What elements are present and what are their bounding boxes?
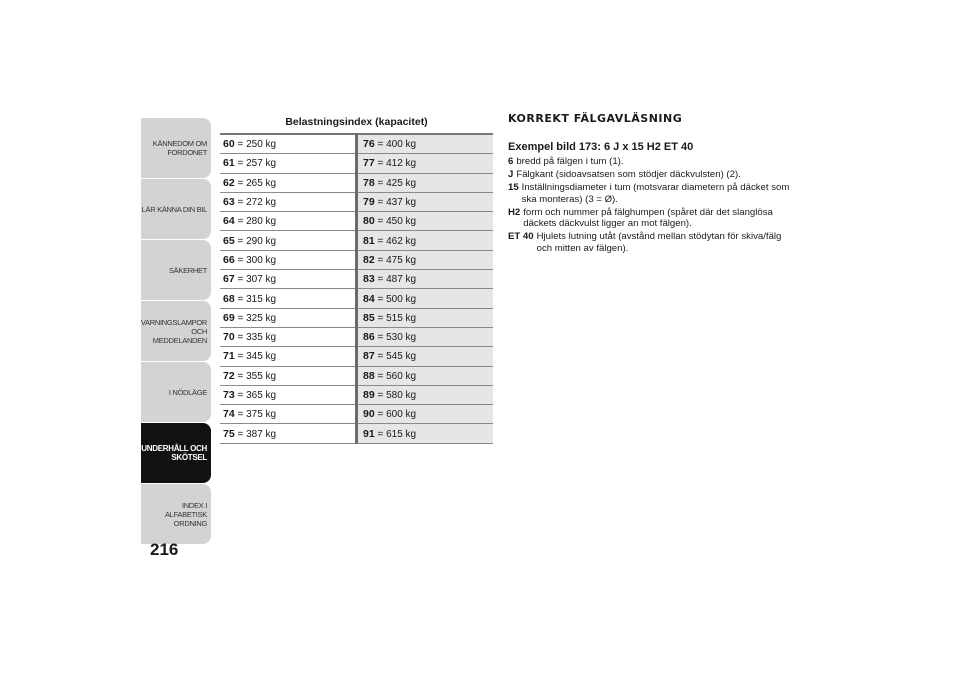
load-value: = 355 kg [237,370,277,382]
load-index-table [220,133,493,444]
tab-label: SÄKERHET [168,265,207,275]
load-value: = 412 kg [377,158,417,170]
load-index: 91 [363,427,375,440]
load-index: 90 [363,408,375,421]
load-value: = 280 kg [237,216,277,228]
load-cell-right [357,405,494,424]
definition-item [508,231,798,254]
table-row [220,231,493,250]
tab-label: KÄNNEDOM OM FORDONET [152,139,207,157]
load-cell-right [357,424,494,443]
rim-reading-section [508,112,798,256]
load-value: = 365 kg [237,390,277,401]
load-cell-left [220,231,357,250]
load-cell-right [357,327,494,346]
load-value: = 545 kg [377,351,417,363]
load-value: = 475 kg [377,254,417,266]
table-row [220,270,493,289]
table-row [220,192,493,211]
load-value: = 450 kg [377,216,417,228]
definition-text: Hjulets lutning utåt (avstånd mellan stödytan för skiva/fälg och mitten av fälgen). [536,231,782,254]
load-value: = 387 kg [237,428,277,440]
load-cell-right [357,154,494,173]
load-cell-left [220,270,357,289]
load-cell-left [220,424,357,443]
page-number: 216 [150,540,179,559]
example-title: Exempel bild 173: 6 J x 15 H2 ET 40 [508,141,694,153]
load-value: = 300 kg [237,254,277,266]
load-value: = 437 kg [377,197,417,209]
load-cell-left [220,366,357,385]
load-value: = 515 kg [377,312,417,324]
table-row [220,250,493,269]
load-cell-right [357,347,494,366]
load-value: = 265 kg [237,177,277,189]
tab-underhall-och-skotsel[interactable] [141,423,211,483]
load-cell-left [220,250,357,269]
load-index: 78 [363,176,375,189]
tab-sakerhet[interactable] [141,240,211,300]
definition-code: 6 [508,156,514,167]
tab-label: VARNINGSLAMPOR OCH MEDDELANDEN [140,317,207,345]
load-cell-left [220,327,357,346]
load-index: 82 [363,253,375,266]
load-index: 89 [363,389,375,401]
load-value: = 335 kg [237,332,277,344]
load-cell-left [220,405,357,424]
load-cell-right [357,231,494,250]
load-index: 80 [363,215,375,228]
load-index: 75 [223,427,235,440]
load-value: = 425 kg [377,177,417,189]
load-cell-left [220,173,357,192]
load-cell-left [220,308,357,327]
load-value: = 272 kg [237,197,277,209]
load-cell-left [220,347,357,366]
table-row [220,154,493,173]
load-index: 67 [223,273,235,286]
load-index: 85 [363,311,375,324]
tab-kannedom-om-fordonet[interactable] [141,118,211,178]
definition-item [508,207,798,230]
load-index: 70 [223,331,235,344]
load-value: = 600 kg [377,409,417,421]
load-index: 76 [363,138,375,151]
load-value: = 462 kg [377,235,417,247]
tab-label: UNDERHÅLL OCH SKÖTSEL [141,444,207,462]
table-title: Belastningsindex (kapacitet) [285,116,428,128]
load-cell-left [220,289,357,308]
load-value: = 375 kg [237,409,277,421]
load-index: 62 [223,176,235,189]
table-row [220,347,493,366]
load-cell-right [357,250,494,269]
table-row [220,173,493,192]
definition-code: H2 [508,206,521,218]
load-value: = 400 kg [377,139,417,151]
load-cell-right [357,289,494,308]
load-index: 79 [363,196,375,209]
table-row [220,134,493,154]
load-index: 81 [363,234,375,247]
definition-code: J [508,169,514,180]
load-index: 60 [223,138,235,151]
table-row [220,289,493,308]
table-row [220,405,493,424]
table-row [220,366,493,385]
load-cell-right [357,212,494,231]
load-value: = 315 kg [237,293,277,305]
definition-text: Fälgkant (sidoavsatsen som stödjer däckvulsten) (2). [516,169,741,180]
definition-code: ET 40 [508,231,534,242]
load-cell-right [357,385,494,404]
load-cell-left [220,134,357,154]
tab-label: LÄR KÄNNA DIN BIL [141,204,207,214]
load-index: 69 [223,311,235,324]
load-value: = 560 kg [377,370,417,382]
load-cell-right [357,366,494,385]
load-index: 63 [223,196,235,209]
load-index: 71 [223,350,235,363]
tab-lar-kanna-din-bil[interactable] [141,179,211,239]
load-value: = 500 kg [377,293,417,305]
table-row [220,327,493,346]
table-row [220,385,493,404]
load-value: = 325 kg [237,312,277,324]
definition-text: bredd på fälgen i tum (1). [516,156,624,167]
load-cell-left [220,385,357,404]
load-index: 88 [363,369,375,382]
load-cell-right [357,308,494,327]
definition-code: 15 [508,182,519,193]
load-value: = 345 kg [237,351,277,363]
load-index: 84 [363,292,375,305]
tab-label: I NÖDLÄGE [168,387,207,397]
tab-i-nodlage[interactable] [141,362,211,422]
load-value: = 290 kg [237,235,277,247]
load-index: 65 [223,234,235,247]
table-row [220,212,493,231]
load-cell-right [357,173,494,192]
section-title: KORREKT FÄLGAVLÄSNING [508,112,683,125]
load-value: = 487 kg [377,274,417,286]
definition-text: Inställningsdiameter i tum (motsvarar diametern på däcket som ska monteras) (3 = Ø). [521,182,790,205]
load-index: 66 [223,253,235,266]
definition-item [508,156,798,168]
load-index: 68 [223,292,235,305]
load-index: 87 [363,350,375,363]
load-index: 61 [223,157,235,170]
load-value: = 580 kg [377,390,417,401]
load-value: = 615 kg [377,428,417,440]
definition-text: form och nummer på fälghumpen (spåret där det slanglösa däckets däckvulst ligger an mot fälgen). [523,206,773,229]
load-index: 83 [363,273,375,286]
load-index: 77 [363,157,375,170]
load-cell-right [357,192,494,211]
load-cell-right [357,134,494,154]
definition-item [508,169,798,181]
load-value: = 257 kg [237,158,277,170]
table-row [220,424,493,443]
load-value: = 530 kg [377,332,417,344]
tab-index[interactable] [141,484,211,544]
load-value: = 250 kg [237,139,277,151]
load-index: 74 [223,408,235,421]
load-cell-left [220,192,357,211]
load-index: 72 [223,369,235,382]
table-row [220,308,493,327]
load-index: 64 [223,215,235,228]
load-cell-left [220,212,357,231]
tab-varningslampor[interactable] [141,301,211,361]
load-index: 73 [223,389,235,401]
load-value: = 307 kg [237,274,277,286]
tab-label: INDEX I ALFABETISK ORDNING [164,500,207,528]
load-cell-right [357,270,494,289]
definition-list [508,156,798,254]
load-index: 86 [363,331,375,344]
load-cell-left [220,154,357,173]
definition-item [508,182,798,205]
